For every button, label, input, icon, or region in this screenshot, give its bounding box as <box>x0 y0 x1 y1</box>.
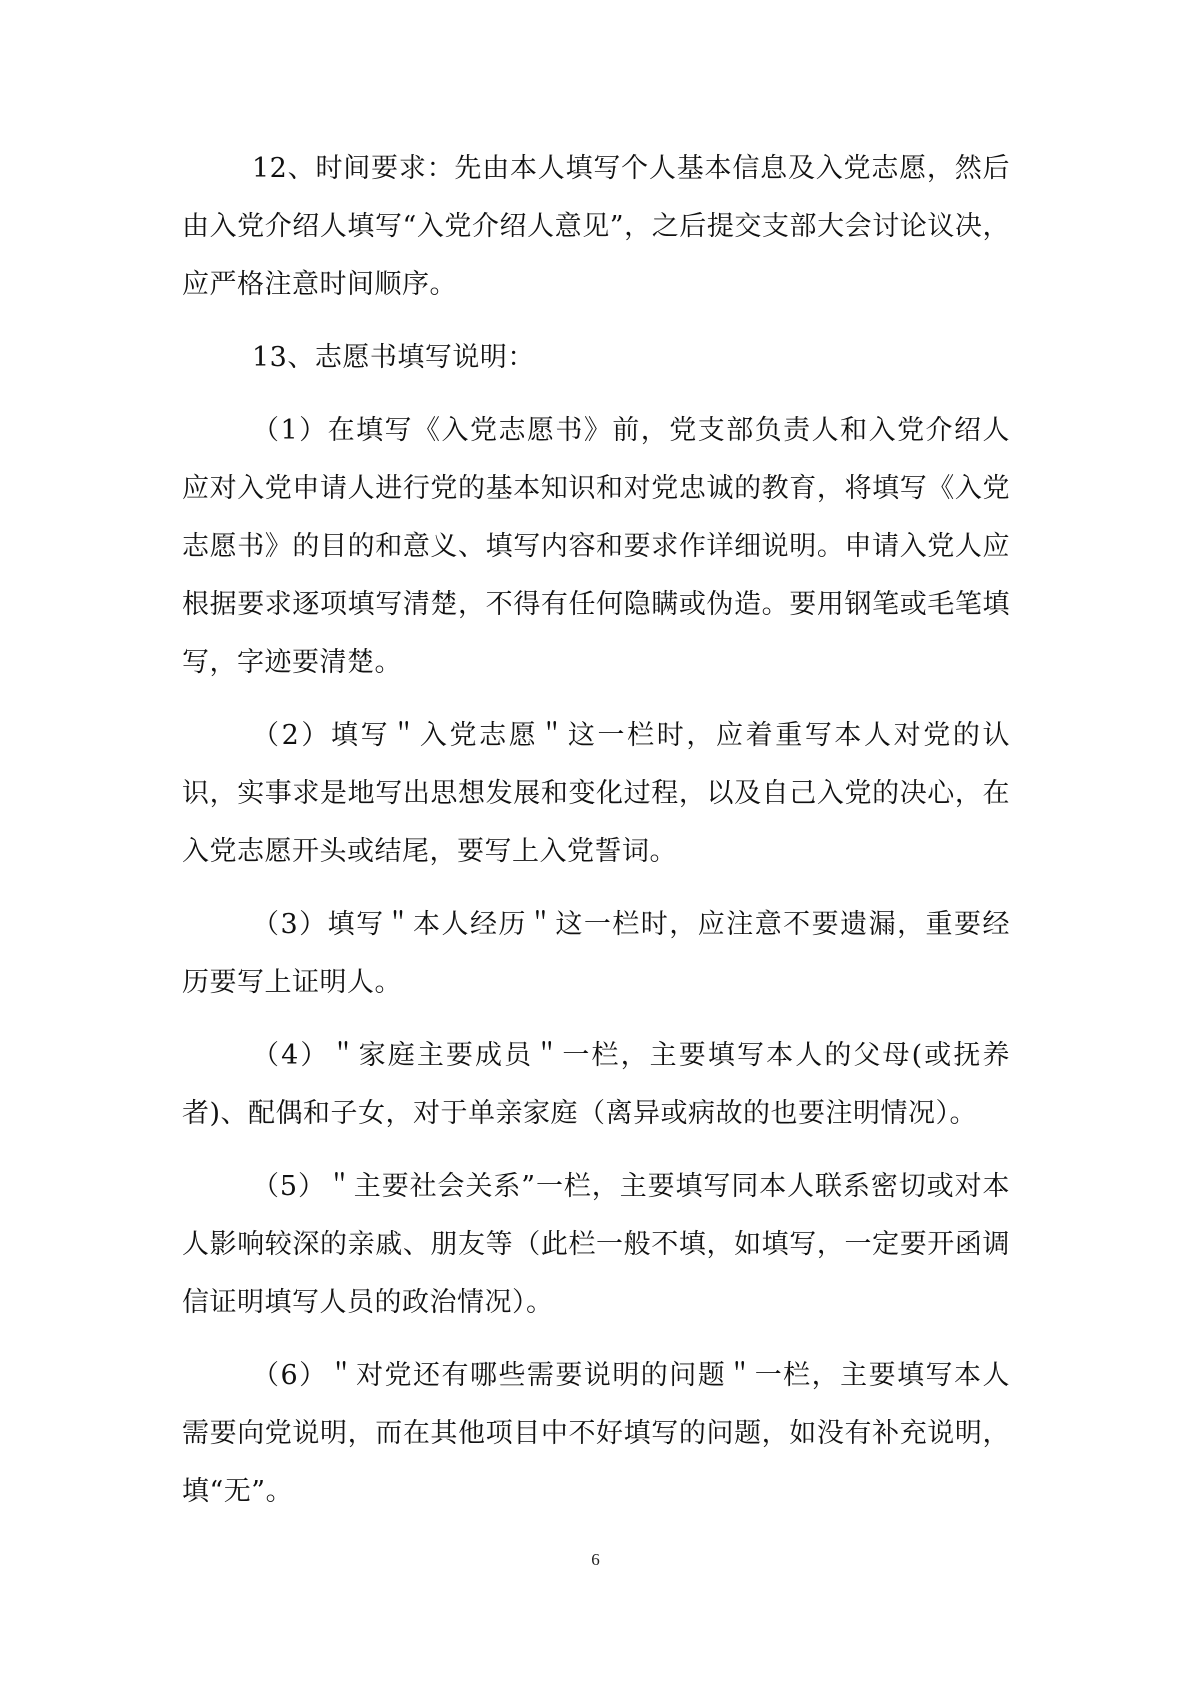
page-number: 6 <box>591 1550 600 1569</box>
paragraph-instruction-5: （5）＂主要社会关系”一栏，主要填写同本人联系密切或对本人影响较深的亲戚、朋友等（此栏一般不填，如填写，一定要开函调信证明填写人员的政治情况）。 <box>182 1171 1010 1318</box>
paragraph-instruction-3: （3）填写＂本人经历＂这一栏时，应注意不要遗漏，重要经历要写上证明人。 <box>182 909 1010 998</box>
body-text <box>182 140 1010 1536</box>
paragraph-instruction-4: （4）＂家庭主要成员＂一栏，主要填写本人的父母(或抚养者)、配偶和子女，对于单亲家庭（离异或病故的也要注明情况）。 <box>182 1040 1010 1129</box>
paragraph-instruction-6: （6）＂对党还有哪些需要说明的问题＂一栏，主要填写本人需要向党说明，而在其他项目中不好填写的问题，如没有补充说明，填“无”。 <box>182 1360 1010 1507</box>
paragraph-time-requirement: 12、时间要求：先由本人填写个人基本信息及入党志愿，然后由入党介绍人填写“入党介绍人意见”，之后提交支部大会讨论议决，应严格注意时间顺序。 <box>182 153 1010 300</box>
paragraph-instruction-1: （1）在填写《入党志愿书》前，党支部负责人和入党介绍人应对入党申请人进行党的基本知识和对党忠诚的教育，将填写《入党志愿书》的目的和意义、填写内容和要求作详细说明。申请入党人应根据要求逐项填写清楚，不得有任何隐瞒或伪造。要用钢笔或毛笔填写，字迹要清楚。 <box>182 415 1010 678</box>
paragraph-form-instructions-heading: 13、志愿书填写说明： <box>252 342 535 373</box>
paragraph-instruction-2: （2）填写＂入党志愿＂这一栏时，应着重写本人对党的认识，实事求是地写出思想发展和变化过程，以及自己入党的决心，在入党志愿开头或结尾，要写上入党誓词。 <box>182 720 1010 867</box>
